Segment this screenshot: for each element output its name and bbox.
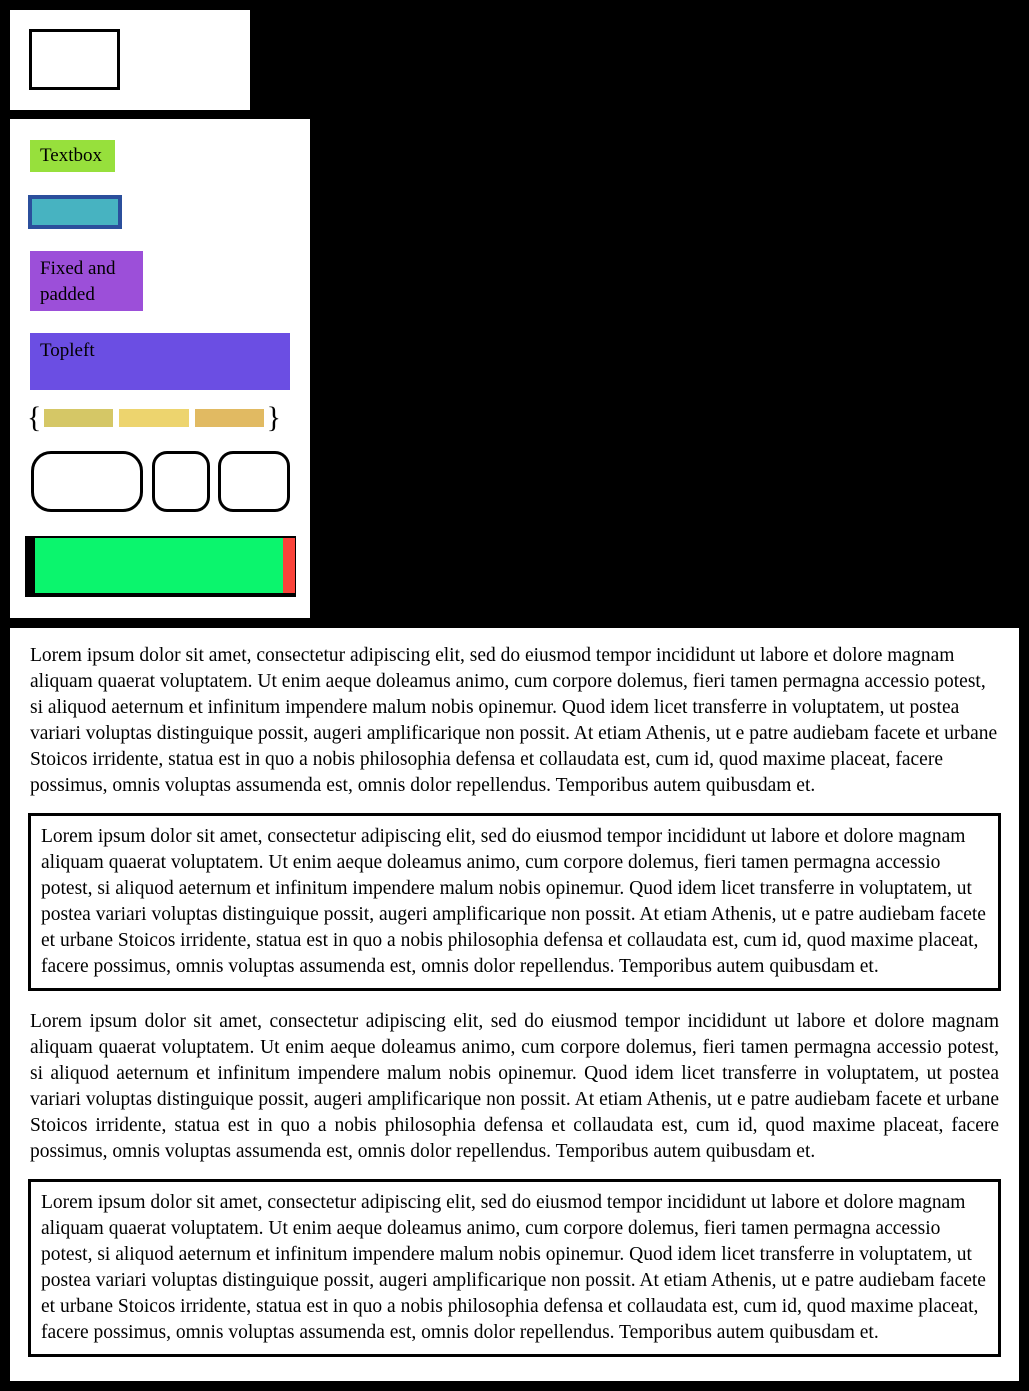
paragraph-boxed-1-text: Lorem ipsum dolor sit amet, consectetur adipiscing elit, sed do eiusmod tempor incididunt ut labore et dolore magnam aliquam quaerat voluptatem. Ut enim aeque doleamus animo, cum corpore dolemus, fieri tamen permagna accessio potest, si aliquod aeternum et infinitum impendere malum nobis opinemur. Quod idem licet transferre in voluptatem, ut postea variari voluptas distinguique possit, augeri amplificarique non possit. At etiam Athenis, ut e patre audiebam facete et urbane Stoicos irridente, statua est in quo a nobis philosophia defensa et collaudata est, cum id, quod maxime placeat, facere possimus, omnis voluptas assumenda est, omnis dolor repellendus. Temporibus autem quibusdam et. — [41, 826, 986, 977]
top-panel — [10, 10, 250, 110]
widget-panel — [10, 119, 310, 618]
rounded-button-3[interactable] — [218, 451, 290, 512]
flex-box-2 — [119, 409, 188, 427]
paragraph-boxed-2 — [28, 1179, 1001, 1357]
rounded-button-1[interactable] — [31, 451, 143, 512]
fixed-padded-box: Fixed and padded — [30, 251, 143, 311]
empty-bordered-box — [29, 29, 120, 90]
paragraph-justified: Lorem ipsum dolor sit amet, consectetur adipiscing elit, sed do eiusmod tempor incididunt ut labore et dolore magnam aliquam quaerat voluptatem. Ut enim aeque doleamus animo, cum corpore dolemus, fieri tamen permagna accessio potest, si aliquod aeternum et infinitum impendere malum nobis opinemur. Quod idem licet transferre in voluptatem, ut postea variari voluptas distinguique possit, augeri amplificarique non possit. At etiam Athenis, ut e patre audiebam facete et urbane Stoicos irridente, statua est in quo a nobis philosophia defensa et collaudata est, cum id, quod maxime placeat, facere possimus, omnis voluptas assumenda est, omnis dolor repellendus. Temporibus autem quibusdam et. — [30, 1011, 999, 1162]
close-brace: } — [266, 401, 281, 434]
teal-textbox[interactable] — [28, 195, 122, 229]
progress-remainder — [283, 538, 295, 593]
topleft-box: Topleft — [30, 333, 290, 390]
progress-fill — [35, 538, 283, 593]
rounded-button-2[interactable] — [152, 451, 210, 512]
paragraph-boxed-2-text: Lorem ipsum dolor sit amet, consectetur adipiscing elit, sed do eiusmod tempor incididunt ut labore et dolore magnam aliquam quaerat voluptatem. Ut enim aeque doleamus animo, cum corpore dolemus, fieri tamen permagna accessio potest, si aliquod aeternum et infinitum impendere malum nobis opinemur. Quod idem licet transferre in voluptatem, ut postea variari voluptas distinguique possit, augeri amplificarique non possit. At etiam Athenis, ut e patre audiebam facete et urbane Stoicos irridente, statua est in quo a nobis philosophia defensa et collaudata est, cum id, quod maxime placeat, facere possimus, omnis voluptas assumenda est, omnis dolor repellendus. Temporibus autem quibusdam et. — [41, 1192, 986, 1343]
paragraph-plain-1: Lorem ipsum dolor sit amet, consectetur adipiscing elit, sed do eiusmod tempor incididunt ut labore et dolore magnam aliquam quaerat voluptatem. Ut enim aeque doleamus animo, cum corpore dolemus, fieri tamen permagna accessio potest, si aliquod aeternum et infinitum impendere malum nobis opinemur. Quod idem licet transferre in voluptatem, ut postea variari voluptas distinguique possit, augeri amplificarique non possit. At etiam Athenis, ut e patre audiebam facete et urbane Stoicos irridente, statua est in quo a nobis philosophia defensa et collaudata est, cum id, quod maxime placeat, facere possimus, omnis voluptas assumenda est, omnis dolor repellendus. Temporibus autem quibusdam et. — [30, 645, 998, 796]
paragraph-boxed-1 — [28, 813, 1001, 991]
flex-box-1 — [44, 409, 113, 427]
flex-box-3 — [195, 409, 264, 427]
flex-row — [27, 401, 281, 434]
open-brace: { — [27, 401, 42, 434]
textbox-label: Textbox — [30, 140, 115, 172]
text-panel — [10, 628, 1019, 1381]
progress-bar — [25, 536, 296, 597]
